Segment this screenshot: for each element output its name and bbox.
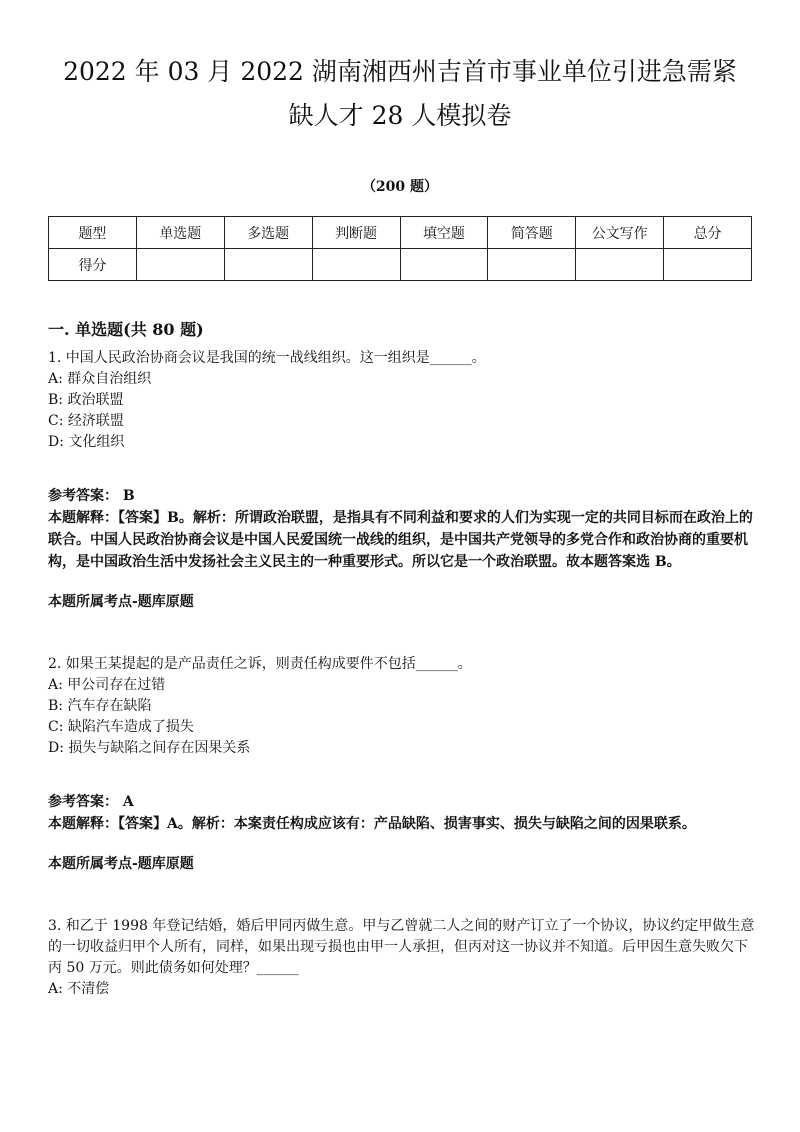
question-text: 3. 和乙于 1998 年登记结婚，婚后甲同丙做生意。甲与乙曾就二人之间的财产订立了一个协议，协议约定甲做生意的一切收益归甲个人所有，同样，如果出现亏损也由甲一人承担，但丙对这一协议并不知道。后甲因生意失败欠下丙 50 万元。则此债务如何处理？______ (48, 918, 755, 976)
score-cell (400, 249, 488, 281)
score-table-header-row (49, 217, 752, 249)
score-table-score-row (49, 249, 752, 281)
exam-point: 本题所属考点-题库原题 (48, 856, 194, 872)
score-cell (576, 249, 664, 281)
header-cell-single-choice: 单选题 (136, 217, 224, 249)
reference-answer: 参考答案： A (48, 794, 134, 810)
section-title: 一. 单选题(共 80 题) (48, 320, 204, 339)
question-text: 2. 如果王某提起的是产品责任之诉，则责任构成要件不包括______。 (48, 656, 472, 672)
question-text: 1. 中国人民政治协商会议是我国的统一战线组织。这一组织是______。 (48, 350, 486, 366)
option-d: D: 损失与缺陷之间存在因果关系 (48, 740, 251, 756)
header-cell-type: 题型 (49, 217, 137, 249)
header-cell-fill-blank: 填空题 (400, 217, 488, 249)
document-title (40, 50, 760, 138)
header-cell-short-answer: 简答题 (488, 217, 576, 249)
title-line-2: 缺人才 28 人模拟卷 (288, 101, 512, 130)
header-cell-true-false: 判断题 (312, 217, 400, 249)
score-cell (488, 249, 576, 281)
option-a: A: 群众自治组织 (48, 371, 152, 387)
score-cell (224, 249, 312, 281)
option-d: D: 文化组织 (48, 434, 125, 450)
score-table (48, 216, 752, 281)
option-a: A: 不清偿 (48, 981, 110, 997)
reference-answer: 参考答案： B (48, 488, 135, 504)
question-item (48, 348, 760, 613)
header-cell-official-writing: 公文写作 (576, 217, 664, 249)
questions-content (48, 318, 760, 1000)
question-item (48, 916, 760, 1000)
option-b: B: 汽车存在缺陷 (48, 698, 152, 714)
answer-explanation: 本题解释：【答案】B。解析：所谓政治联盟，是指具有不同利益和要求的人们为实现一定的共同目标而在政治上的联合。中国人民政治协商会议是中国人民爱国统一战线的组织，是中国共产党领导的多党合作和政治协商的重要机构，是中国政治生活中发扬社会主义民主的一种重要形式。所以它是一个政治联盟。故本题答案选 B。 (48, 510, 753, 570)
header-cell-total: 总分 (664, 217, 752, 249)
question-item (48, 654, 760, 875)
score-cell (136, 249, 224, 281)
option-c: C: 经济联盟 (48, 413, 124, 429)
question-count: （200 题） (361, 179, 439, 195)
title-line-1: 2022 年 03 月 2022 湖南湘西州吉首市事业单位引进急需紧 (63, 57, 737, 86)
exam-point: 本题所属考点-题库原题 (48, 594, 194, 610)
answer-explanation: 本题解释：【答案】A。解析：本案责任构成应该有：产品缺陷、损害事实、损失与缺陷之间的因果联系。 (48, 816, 696, 832)
option-b: B: 政治联盟 (48, 392, 124, 408)
score-cell (664, 249, 752, 281)
score-cell (312, 249, 400, 281)
option-c: C: 缺陷汽车造成了损失 (48, 719, 194, 735)
option-a: A: 甲公司存在过错 (48, 677, 166, 693)
header-cell-multiple-choice: 多选题 (224, 217, 312, 249)
score-row-label: 得分 (49, 249, 137, 281)
